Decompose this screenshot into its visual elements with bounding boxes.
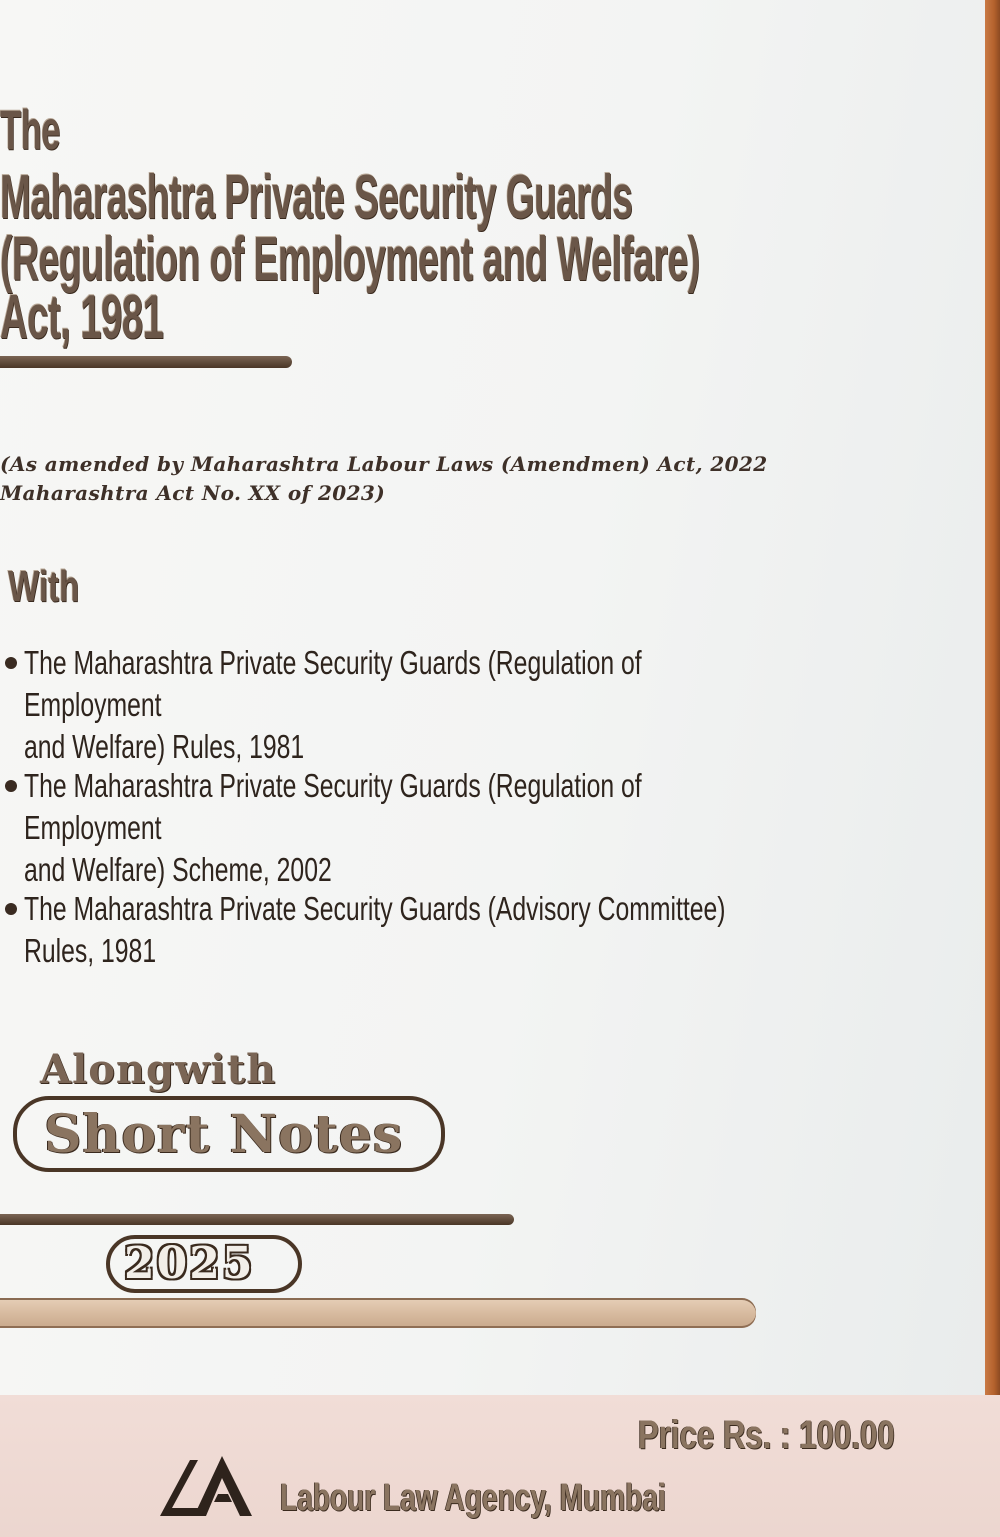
bullet-icon: [5, 657, 17, 669]
included-item-line-1: The Maharashtra Private Security Guards (Advisory Committee): [24, 890, 726, 927]
price-label: Price Rs. : 100.00: [638, 1413, 895, 1457]
alongwith-label: Alongwith: [40, 1046, 277, 1093]
included-item-line-2: Rules, 1981: [24, 932, 157, 969]
included-item-line-1: The Maharashtra Private Security Guards (Regulation of Employment: [24, 644, 642, 723]
with-heading: With: [8, 562, 80, 611]
title-line-3: (Regulation of Employment and Welfare): [0, 225, 700, 294]
edition-year: 2025: [124, 1238, 255, 1289]
publisher-name: Labour Law Agency, Mumbai: [280, 1477, 666, 1519]
title-underline: [0, 356, 292, 368]
amendment-line-1: (As amended by Maharashtra Labour Laws (Amendmen) Act, 2022: [0, 452, 768, 476]
included-item-line-2: and Welfare) Scheme, 2002: [24, 851, 332, 888]
bullet-icon: [5, 780, 17, 792]
included-item-line-1: The Maharashtra Private Security Guards (Regulation of Employment: [24, 767, 642, 846]
title-line-1: The: [0, 98, 60, 161]
included-item-line-2: and Welfare) Rules, 1981: [24, 728, 305, 765]
divider-bar: [0, 1214, 514, 1225]
cover-edge: [985, 0, 1000, 1395]
amendment-line-2: Maharashtra Act No. XX of 2023): [0, 481, 386, 505]
la-monogram-icon: [156, 1450, 256, 1520]
title-line-2: Maharashtra Private Security Guards: [0, 163, 633, 232]
title-line-4: Act, 1981: [0, 283, 164, 352]
short-notes-label: Short Notes: [44, 1104, 404, 1165]
decorative-band: [0, 1298, 756, 1328]
bullet-icon: [5, 903, 17, 915]
